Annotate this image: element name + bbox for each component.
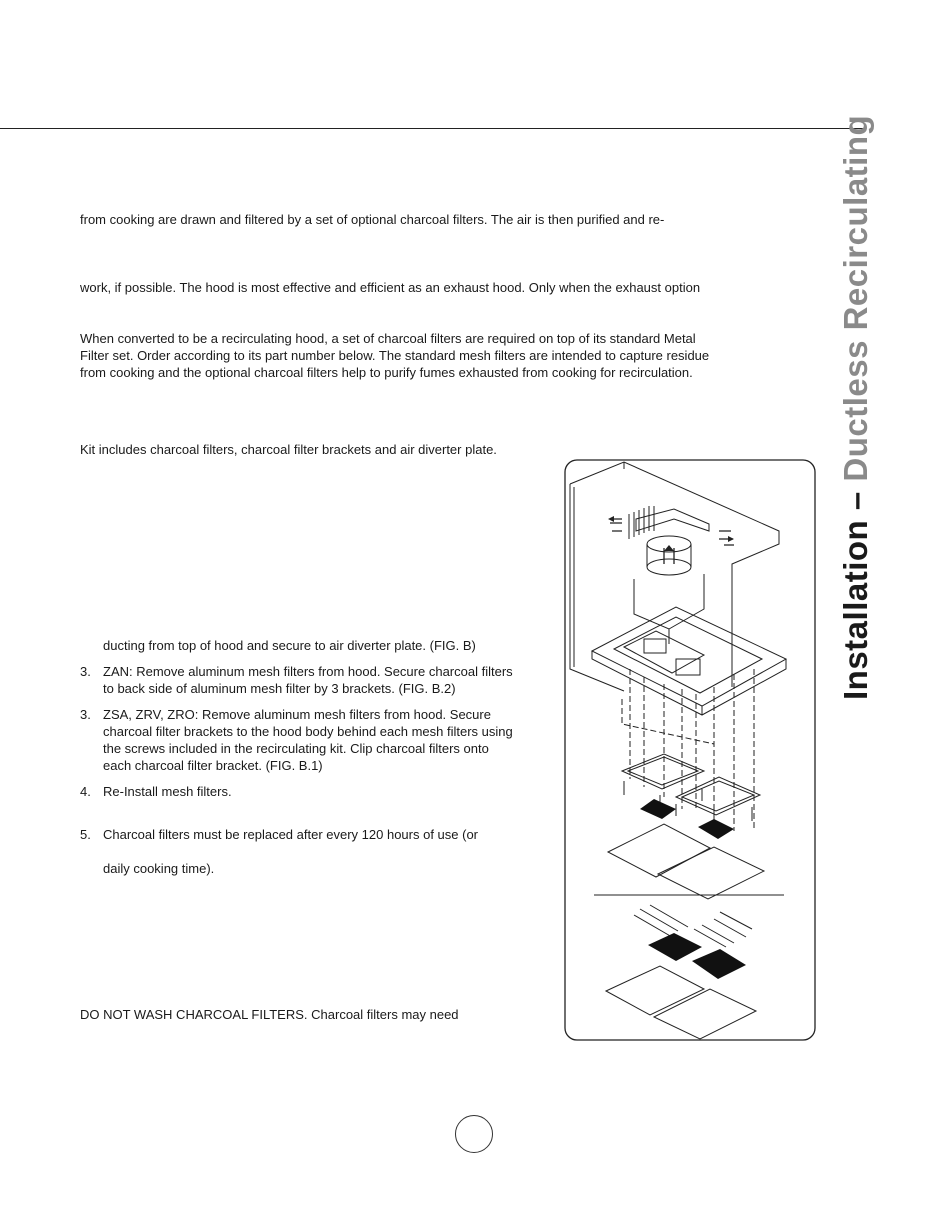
step-text-line: each charcoal filter bracket. (FIG. B.1) [103,758,323,773]
warning-text: DO NOT WASH CHARCOAL FILTERS. Charcoal filters may need [80,1007,459,1022]
step-text: ducting from top of hood and secure to air diverter plate. (FIG. B) [103,638,476,653]
paragraph-2: work, if possible. The hood is most effective and efficient as an exhaust hood. Only when the exhaust option [80,280,701,295]
section-title-grey: Ductless Recirculating [837,114,874,482]
step-text-line: charcoal filter brackets to the hood body behind each mesh filters using [103,724,513,739]
step-text-line: ZSA, ZRV, ZRO: Remove aluminum mesh filters from hood. Secure [103,707,491,722]
paragraph-3-line-3: from cooking and the optional charcoal filters help to purify fumes exhausted from cooking for recirculation. [80,365,693,380]
step-text: Charcoal filters must be replaced after every 120 hours of use (or [103,827,479,842]
section-title-dark: Installation – [837,481,874,700]
section-title [836,114,876,700]
step-number: 5. [80,827,91,842]
step-text: Re-Install mesh filters. [103,784,232,799]
step-text-line: to back side of aluminum mesh filter by 3 brackets. (FIG. B.2) [103,681,456,696]
step-text-line: the screws included in the recirculating kit. Clip charcoal filters onto [103,741,489,756]
step-number: 4. [80,784,91,799]
step-text-line: ZAN: Remove aluminum mesh filters from hood. Secure charcoal filters [103,664,513,679]
paragraph-1: from cooking are drawn and filtered by a set of optional charcoal filters. The air is then purified and re- [80,212,665,227]
step-number: 3. [80,664,91,679]
paragraph-3-line-2: Filter set. Order according to its part number below. The standard mesh filters are intended to capture residue [80,348,710,363]
step-text: daily cooking time). [103,861,215,876]
installation-figure [564,459,816,1041]
header-rule [0,128,866,129]
page-number-circle [455,1115,493,1153]
paragraph-3-line-1: When converted to be a recirculating hood, a set of charcoal filters are required on top of its standard Metal [80,331,696,346]
step-number: 3. [80,707,91,722]
kit-includes-text: Kit includes charcoal filters, charcoal filter brackets and air diverter plate. [80,442,497,457]
